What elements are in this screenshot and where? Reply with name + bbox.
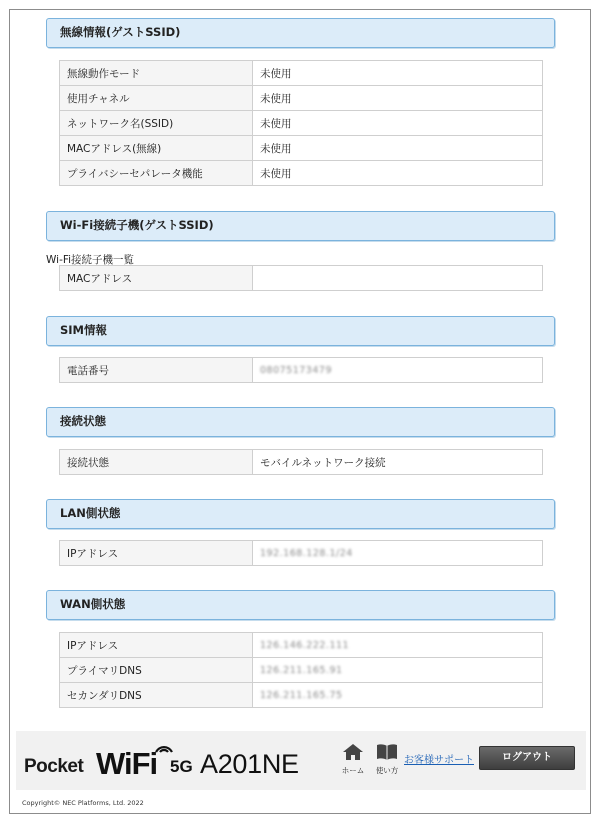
table-row — [60, 658, 543, 683]
row-value: 未使用 — [253, 136, 543, 161]
manual-button[interactable] — [371, 743, 403, 776]
table-row — [60, 266, 543, 291]
row-value — [253, 633, 543, 658]
row-label: プライマリDNS — [60, 658, 253, 683]
row-value — [253, 358, 543, 383]
open-book-icon — [375, 743, 399, 761]
row-label: プライバシーセパレータ機能 — [60, 161, 253, 186]
section-header-sim: SIM情報 — [46, 316, 555, 346]
manual-label: 使い方 — [375, 766, 399, 775]
table-row — [60, 161, 543, 186]
table-row — [60, 111, 543, 136]
wan-table — [59, 632, 543, 708]
row-label: MACアドレス — [60, 266, 253, 291]
row-value: 未使用 — [253, 86, 543, 111]
primary-dns-value: 126.211.165.91 — [260, 665, 343, 676]
home-label: ホーム — [341, 766, 365, 775]
row-value: 未使用 — [253, 111, 543, 136]
section-header-guest-clients: Wi-Fi接続子機(ゲストSSID) — [46, 211, 555, 241]
status-page — [9, 9, 591, 814]
footer-bar — [16, 731, 586, 790]
row-value — [253, 658, 543, 683]
home-button[interactable] — [337, 743, 369, 776]
table-row — [60, 358, 543, 383]
brand-5g: 5G — [170, 757, 193, 776]
row-value — [253, 266, 543, 291]
guest-wireless-table — [59, 60, 543, 186]
row-value: 未使用 — [253, 61, 543, 86]
phone-number-value: 08075173479 — [260, 365, 332, 376]
table-row — [60, 633, 543, 658]
lan-ip-value: 192.168.128.1/24 — [260, 548, 353, 559]
section-header-guest-wireless: 無線情報(ゲストSSID) — [46, 18, 555, 48]
logout-button[interactable]: ログアウト — [479, 746, 575, 770]
row-label: 無線動作モード — [60, 61, 253, 86]
connection-table — [59, 449, 543, 475]
table-row — [60, 450, 543, 475]
row-label: IPアドレス — [60, 541, 253, 566]
section-header-wan: WAN側状態 — [46, 590, 555, 620]
section-header-connection: 接続状態 — [46, 407, 555, 437]
row-value — [253, 683, 543, 708]
row-label: 使用チャネル — [60, 86, 253, 111]
secondary-dns-value: 126.211.165.75 — [260, 690, 343, 701]
table-row — [60, 61, 543, 86]
row-label: セカンダリDNS — [60, 683, 253, 708]
brand-logo — [24, 739, 324, 783]
row-label: ネットワーク名(SSID) — [60, 111, 253, 136]
house-icon — [342, 743, 364, 761]
brand-model: A201NE — [200, 749, 299, 779]
row-value — [253, 541, 543, 566]
table-row — [60, 86, 543, 111]
client-list-label: Wi-Fi接続子機一覧 — [46, 254, 135, 266]
brand-wifi: WiFi — [96, 746, 158, 781]
row-value: 未使用 — [253, 161, 543, 186]
row-label: MACアドレス(無線) — [60, 136, 253, 161]
row-label: 接続状態 — [60, 450, 253, 475]
sim-table — [59, 357, 543, 383]
row-label: 電話番号 — [60, 358, 253, 383]
signal-arc-icon — [153, 739, 175, 753]
guest-clients-table — [59, 265, 543, 291]
row-value: モバイルネットワーク接続 — [253, 450, 543, 475]
lan-table — [59, 540, 543, 566]
table-row — [60, 541, 543, 566]
row-label: IPアドレス — [60, 633, 253, 658]
brand-pocket: Pocket — [24, 756, 84, 777]
table-row — [60, 683, 543, 708]
section-header-lan: LAN側状態 — [46, 499, 555, 529]
support-link[interactable]: お客様サポート — [404, 755, 474, 766]
table-row — [60, 136, 543, 161]
wan-ip-value: 126.146.222.111 — [260, 640, 350, 651]
copyright-text: Copyright© NEC Platforms, Ltd. 2022 — [22, 799, 144, 807]
